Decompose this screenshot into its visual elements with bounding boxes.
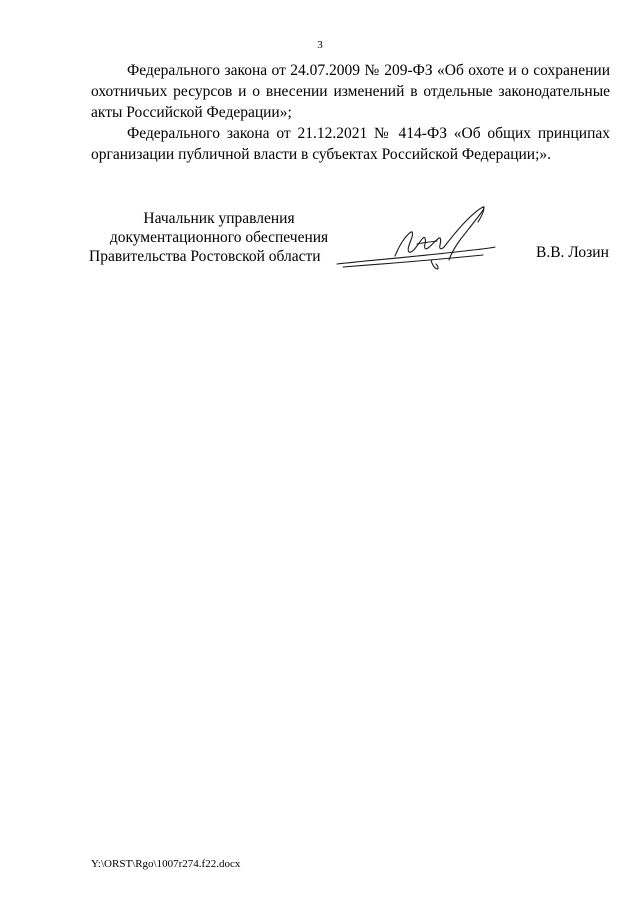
paragraph-line: акты Российской Федерации»; <box>91 104 292 121</box>
paragraph-line: Федерального закона от 21.12.2021 № 414-ФЗ «Об общих принципах <box>127 125 610 142</box>
paragraph-hunting-law <box>91 60 610 123</box>
page-number: 3 <box>317 39 323 51</box>
signatory-position-line: Начальник управления <box>143 210 295 227</box>
paragraph-line: организации публичной власти в субъектах Российской Федерации;». <box>91 146 552 163</box>
footer-file-path: Y:\ORST\Rgo\1007r274.f22.docx <box>91 858 241 870</box>
paragraph-line: охотничьих ресурсов и о внесении изменений в отдельные законодательные <box>91 83 610 100</box>
signatory-position-line: Правительства Ростовской области <box>89 248 321 265</box>
paragraph-line: Федерального закона от 24.07.2009 № 209-ФЗ «Об охоте и о сохранении <box>127 62 610 79</box>
signatory-position <box>89 209 349 266</box>
handwritten-signature <box>333 198 503 278</box>
signatory-position-line: документационного обеспечения <box>109 229 329 246</box>
signer-name: В.В. Лозин <box>536 244 609 261</box>
paragraph-public-power-law <box>91 123 610 165</box>
